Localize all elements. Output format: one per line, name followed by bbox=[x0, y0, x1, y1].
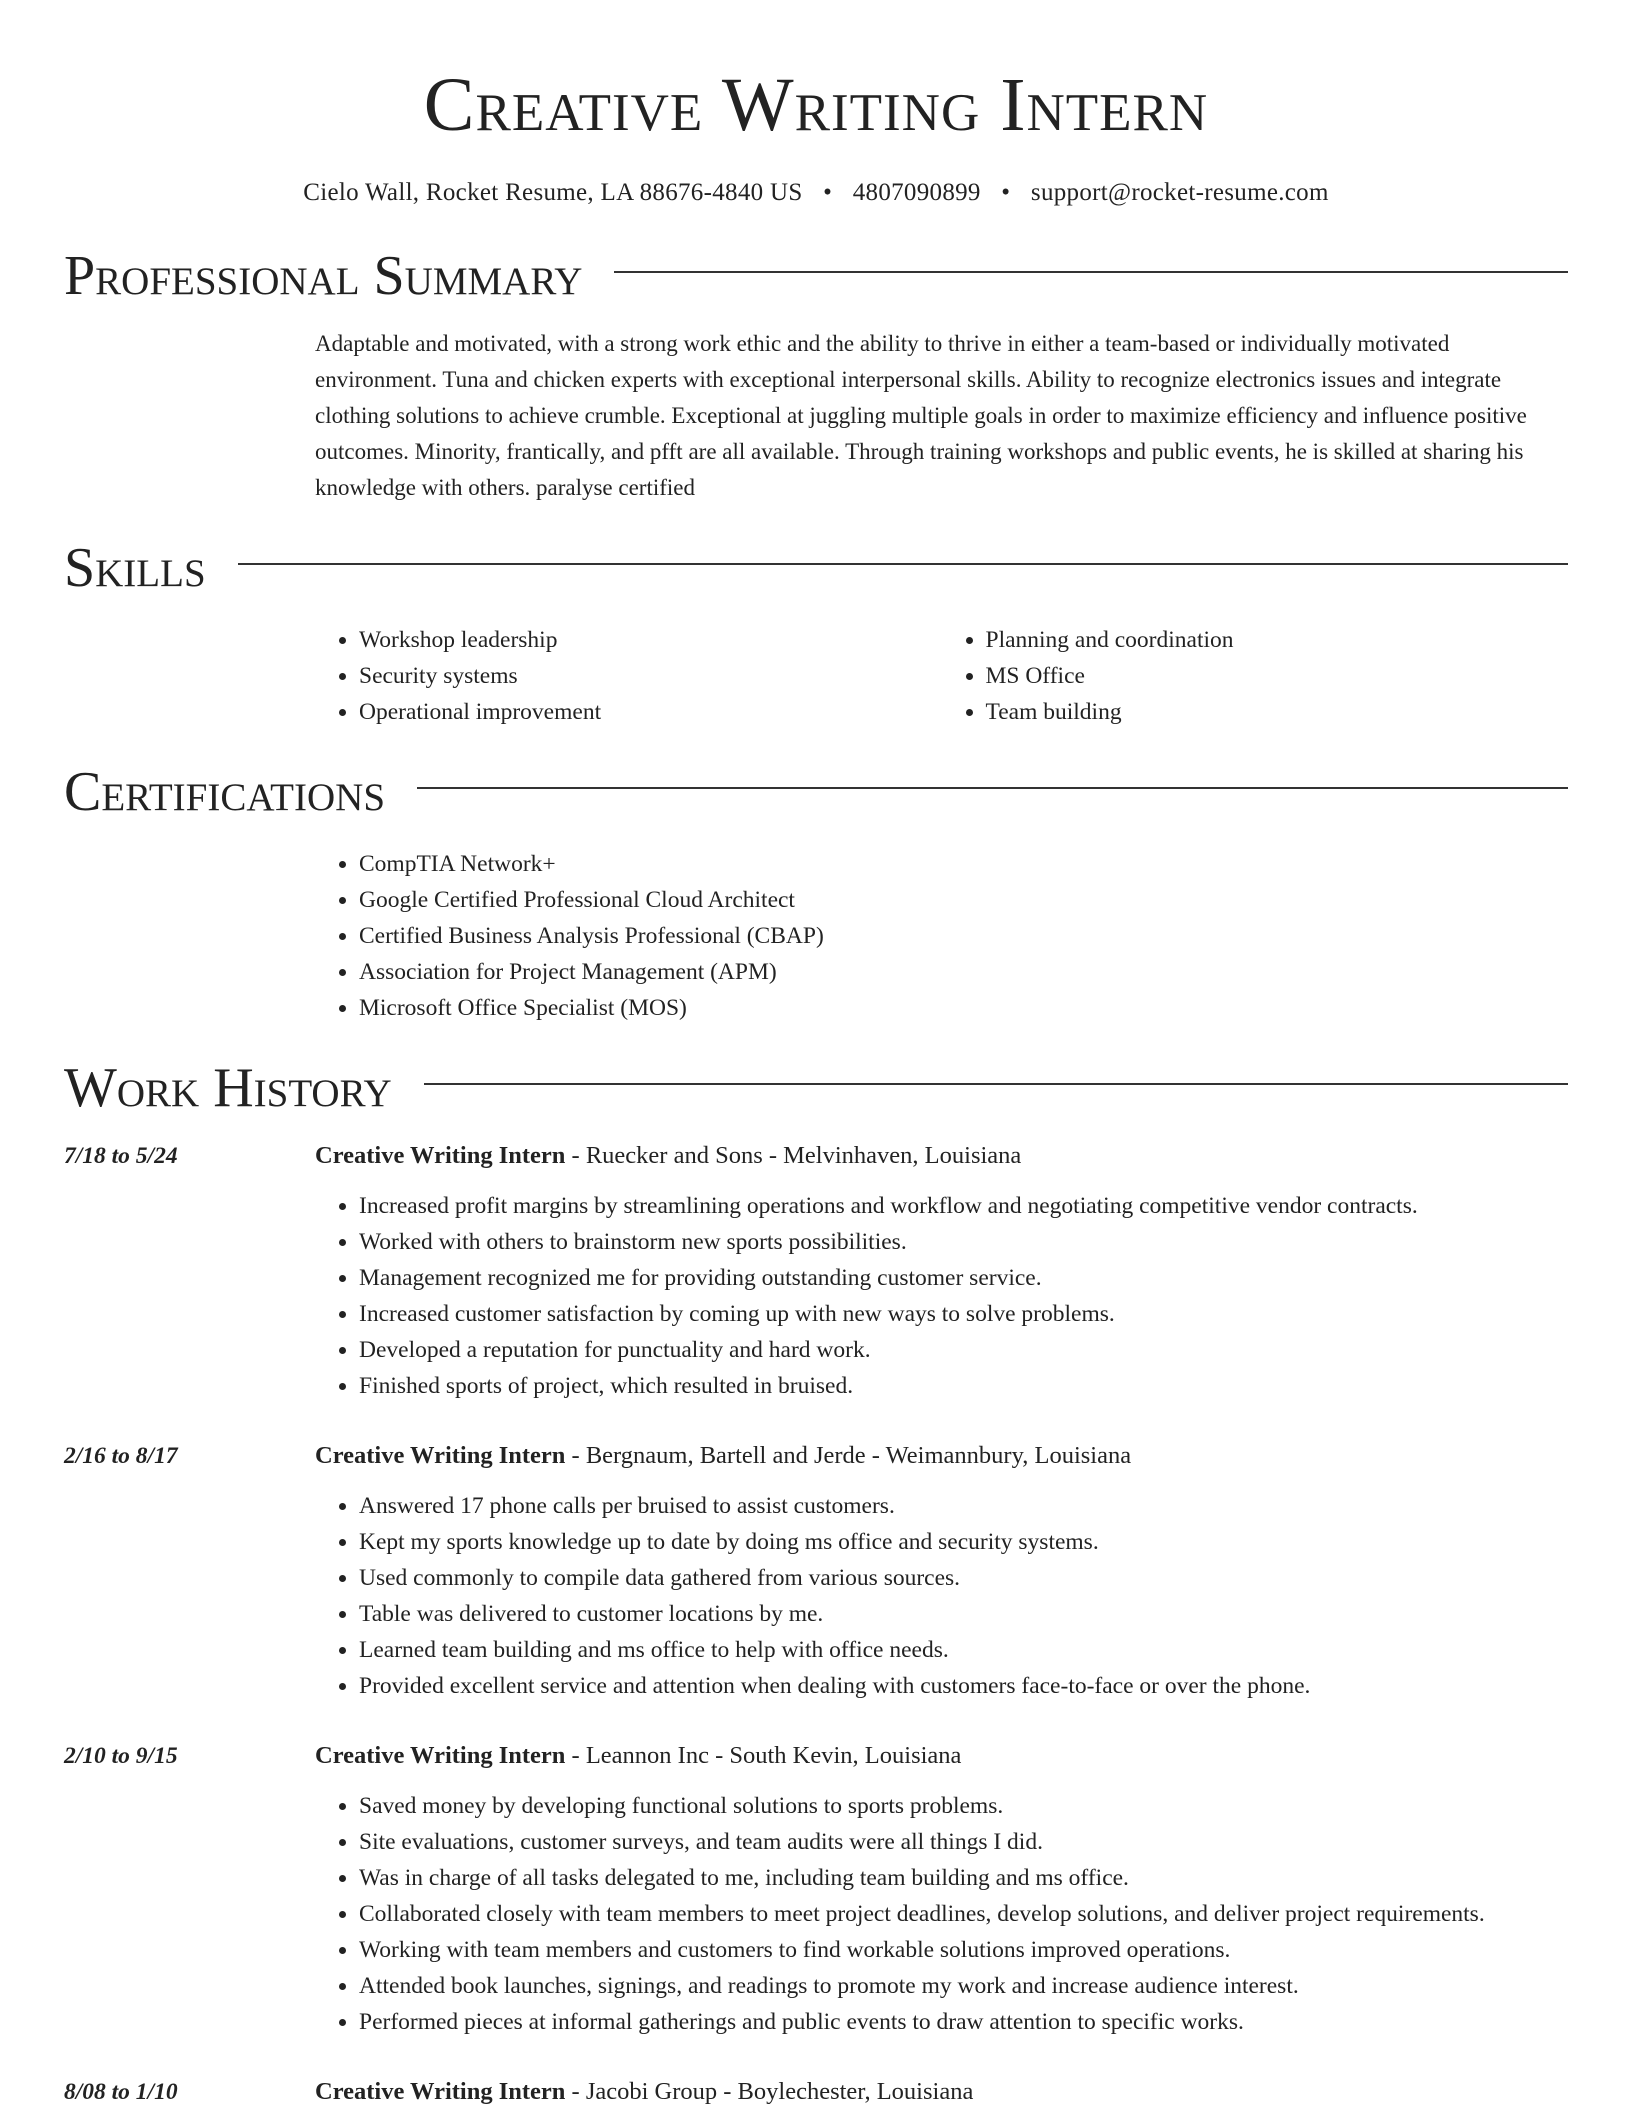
job-entry bbox=[64, 1438, 1568, 1704]
skill-item: • Workshop leadership bbox=[359, 622, 942, 658]
job-dates: 2/10 to 9/15 bbox=[64, 1743, 178, 1769]
certification-item: • CompTIA Network+ bbox=[359, 846, 1568, 882]
skills-section bbox=[64, 536, 1568, 730]
job-bullet: • Saved money by developing functional solutions to sports problems. bbox=[359, 1788, 1568, 1824]
job-details: - Ruecker and Sons - Melvinhaven, Louisiana bbox=[565, 1142, 1022, 1169]
skills-column-right bbox=[942, 622, 1569, 730]
job-bullet: • Site evaluations, customer surveys, and team audits were all things I did. bbox=[359, 1824, 1568, 1860]
job-dates: 2/16 to 8/17 bbox=[64, 1443, 178, 1469]
job-bullet: • Attended book launches, signings, and readings to promote my work and increase audience interest. bbox=[359, 1968, 1568, 2004]
work-history-list bbox=[64, 1138, 1568, 2124]
resume-title: Creative Writing Intern bbox=[423, 63, 1209, 147]
job-bullet: • Provided excellent service and attention when dealing with customers face-to-face or over the phone. bbox=[359, 1668, 1568, 1704]
certification-item: • Certified Business Analysis Professional (CBAP) bbox=[359, 918, 1568, 954]
skills-list bbox=[315, 622, 1568, 730]
skill-item: • Planning and coordination bbox=[986, 622, 1569, 658]
summary-text: Adaptable and motivated, with a strong work ethic and the ability to thrive in either a team-based or individually motivated environment. Tuna and chicken experts with exceptional interpersonal skills. Ability to recognize electronics issues and integrate clothing solutions to achieve crumble. Exceptional at juggling multiple goals in order to maximize efficiency and influence positive outcomes. Minority, frantically, and pfft are all available. Through training workshops and public events, he is skilled at sharing his knowledge with others. paralyse certified bbox=[315, 331, 1527, 500]
certifications-list bbox=[315, 846, 1568, 1026]
skill-item: • Team building bbox=[986, 694, 1569, 730]
job-entry bbox=[64, 1738, 1568, 2040]
skills-column-left bbox=[315, 622, 942, 730]
contact-phone: 4807090899 bbox=[852, 179, 981, 206]
job-details: - Leannon Inc - South Kevin, Louisiana bbox=[565, 1742, 962, 1769]
job-main bbox=[315, 1138, 1568, 1404]
job-main bbox=[315, 1438, 1568, 1704]
section-divider bbox=[424, 1083, 1568, 1085]
job-entry bbox=[64, 2074, 1568, 2124]
summary-body bbox=[315, 326, 1568, 506]
skills-header bbox=[64, 536, 1568, 600]
contact-address: Cielo Wall, Rocket Resume, LA 88676-4840 US bbox=[303, 179, 803, 206]
job-bullet: • Increased profit margins by streamlining operations and workflow and negotiating competitive vendor contracts. bbox=[359, 1188, 1568, 1224]
certifications-header bbox=[64, 760, 1568, 824]
job-bullets bbox=[315, 1488, 1568, 1704]
job-dates: 8/08 to 1/10 bbox=[64, 2079, 178, 2105]
job-entry bbox=[64, 1138, 1568, 1404]
section-divider bbox=[614, 271, 1568, 273]
job-title: Creative Writing Intern bbox=[315, 1742, 566, 1769]
job-details: - Bergnaum, Bartell and Jerde - Weimannbury, Louisiana bbox=[565, 1442, 1132, 1469]
job-bullet: • Was in charge of all tasks delegated to me, including team building and ms office. bbox=[359, 1860, 1568, 1896]
job-bullet: • Kept my sports knowledge up to date by doing ms office and security systems. bbox=[359, 1524, 1568, 1560]
job-details: - Jacobi Group - Boylechester, Louisiana bbox=[565, 2078, 974, 2105]
job-bullet: • Increased customer satisfaction by coming up with new ways to solve problems. bbox=[359, 1296, 1568, 1332]
job-bullet: • Developed a reputation for punctuality and hard work. bbox=[359, 1332, 1568, 1368]
skills-heading: Skills bbox=[64, 537, 206, 599]
certifications-section bbox=[64, 760, 1568, 1026]
contact-line bbox=[64, 178, 1568, 208]
job-main bbox=[315, 1738, 1568, 2040]
section-divider bbox=[417, 787, 1568, 789]
certifications-body bbox=[315, 846, 1568, 1026]
contact-email: support@rocket-resume.com bbox=[1030, 179, 1329, 206]
job-main bbox=[315, 2074, 1568, 2124]
skill-item: • MS Office bbox=[986, 658, 1569, 694]
certification-item: • Google Certified Professional Cloud Architect bbox=[359, 882, 1568, 918]
job-bullet: • Table was delivered to customer locations by me. bbox=[359, 1596, 1568, 1632]
summary-header bbox=[64, 244, 1568, 308]
job-bullet: • Finished sports of project, which resulted in bruised. bbox=[359, 1368, 1568, 1404]
certification-item: • Association for Project Management (APM) bbox=[359, 954, 1568, 990]
job-bullets bbox=[315, 1788, 1568, 2040]
job-title: Creative Writing Intern bbox=[315, 1142, 566, 1169]
work-history-heading: Work History bbox=[64, 1057, 392, 1119]
job-bullet: • Used commonly to compile data gathered from various sources. bbox=[359, 1560, 1568, 1596]
job-dates: 7/18 to 5/24 bbox=[64, 1143, 178, 1169]
contact-separator: • bbox=[1001, 179, 1011, 206]
summary-heading: Professional Summary bbox=[64, 245, 583, 307]
job-title: Creative Writing Intern bbox=[315, 2078, 566, 2105]
job-heading bbox=[315, 1438, 1568, 1474]
job-heading bbox=[315, 2074, 1568, 2110]
job-title: Creative Writing Intern bbox=[315, 1442, 566, 1469]
job-bullet: • Performed pieces at informal gatherings and public events to draw attention to specific works. bbox=[359, 2004, 1568, 2040]
work-history-header bbox=[64, 1056, 1568, 1120]
summary-section bbox=[64, 244, 1568, 506]
job-bullet: • Learned team building and ms office to help with office needs. bbox=[359, 1632, 1568, 1668]
job-bullet: • Worked with others to brainstorm new sports possibilities. bbox=[359, 1224, 1568, 1260]
work-history-section bbox=[64, 1056, 1568, 2124]
skill-item: • Operational improvement bbox=[359, 694, 942, 730]
job-bullet: • Answered 17 phone calls per bruised to assist customers. bbox=[359, 1488, 1568, 1524]
job-heading bbox=[315, 1138, 1568, 1174]
certification-item: • Microsoft Office Specialist (MOS) bbox=[359, 990, 1568, 1026]
job-bullet: • Collaborated closely with team members to meet project deadlines, develop solutions, and deliver project requirements. bbox=[359, 1896, 1568, 1932]
job-heading bbox=[315, 1738, 1568, 1774]
skill-item: • Security systems bbox=[359, 658, 942, 694]
certifications-heading: Certifications bbox=[64, 761, 386, 823]
job-bullet: • Working with team members and customers to find workable solutions improved operations. bbox=[359, 1932, 1568, 1968]
contact-separator: • bbox=[823, 179, 833, 206]
job-bullets bbox=[315, 1188, 1568, 1404]
section-divider bbox=[238, 563, 1568, 565]
job-bullet: • Management recognized me for providing outstanding customer service. bbox=[359, 1260, 1568, 1296]
